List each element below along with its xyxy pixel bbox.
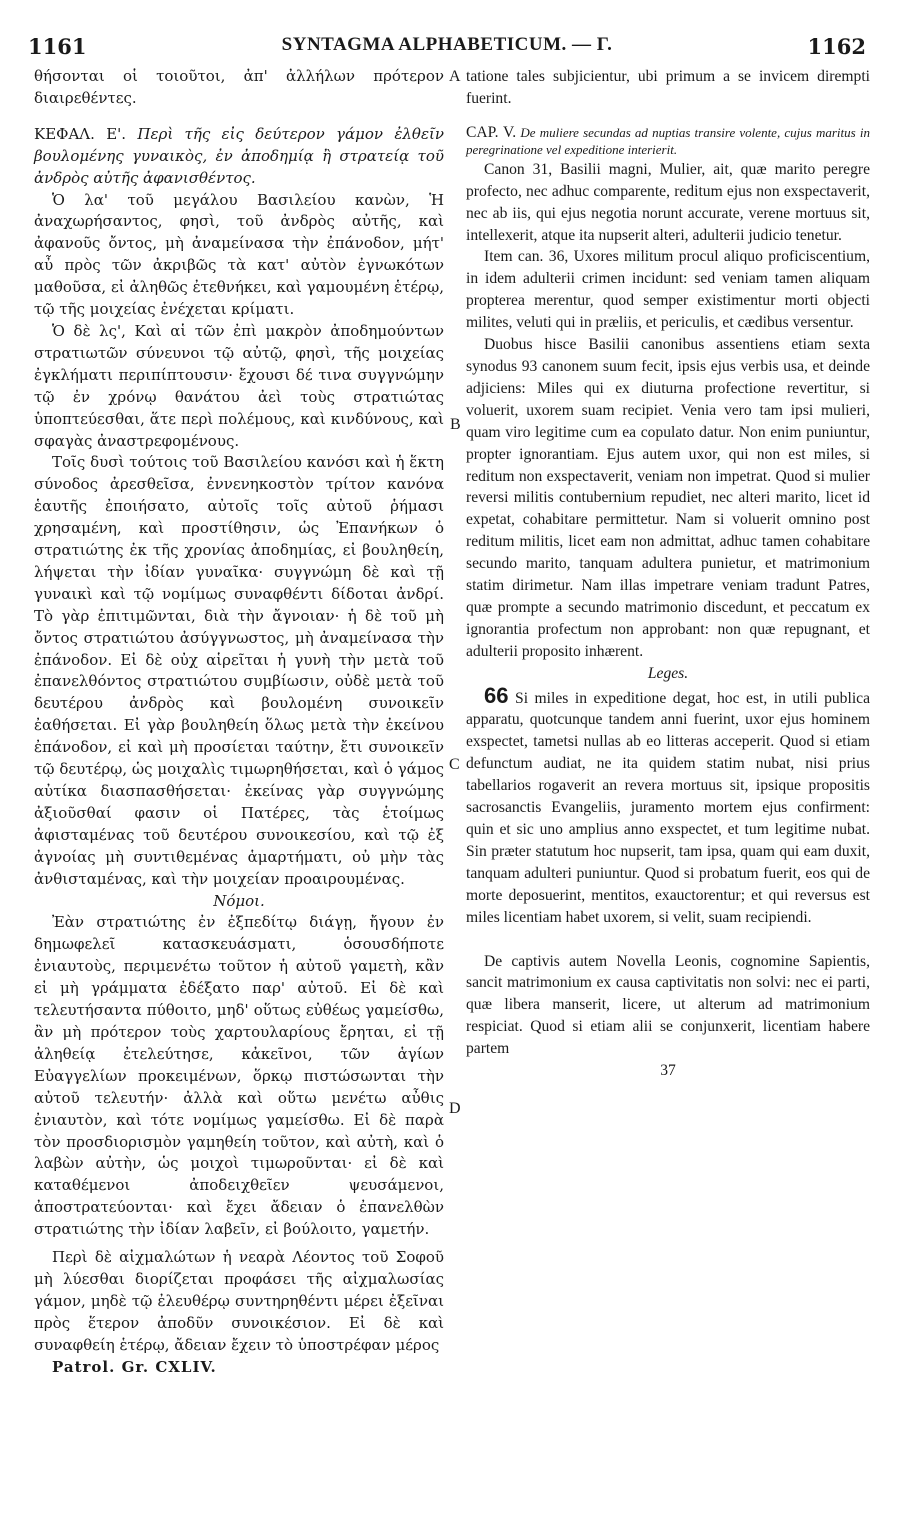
latin-chapter-heading	[466, 124, 870, 159]
greek-continuation: θήσονται οἱ τοιοῦτοι, ἀπ' ἀλλήλων πρότερον διαιρεθέντες.	[34, 67, 444, 107]
latin-paragraph-1: Canon 31, Basilii magni, Mulier, ait, quæ marito peregre profecto, nec adhuc comparente, reditum ejus non exspectaverit, nec ab iis, qui ejus negotia norunt accurate, verene mortuus sit, intellexerit, atque ita nupserit alteri, adulterii judicio tenetur.	[466, 160, 870, 244]
page-header	[28, 34, 866, 64]
signature-mark: Patrol. Gr. CXLIV.	[52, 1357, 217, 1376]
margin-marker-b: B	[450, 416, 461, 433]
latin-column	[466, 66, 870, 1082]
greek-paragraph-4: Ἐὰν στρατιώτης ἐν ἐξπεδίτῳ διάγῃ, ἤγουν ἐν δημωφελεῖ κατασκευάσματι, ὁσουσδήποτε ἐνιαυτοὺς, περιμενέτω τοῦτον ἡ αὐτοῦ γαμετὴ, κἂν εἰ μὴ γράμματα ἐδέξατο παρ' αὐτοῦ. Εἰ δὲ καὶ τελευτήσαντα πύθοιτο, μηδ' οὕτως εὐθέως γαμείσθω, ἂν μὴ πρότερον τοὺς χαρτουλαρίους ἔρηται, εἰ τῇ ἀληθείᾳ ἐτελεύτησε, κἀκεῖνοι, τῶν ἁγίων Εὐαγγελίων προκειμένων, ὅρκῳ πιστώσωνται τὴν αὐτοῦ τελευτήν· ἀλλὰ καὶ οὕτω μενέτω αὖθις ἐνιαυτὸν, καὶ τότε νομίμως γαμείσθω. Εἰ δὲ παρὰ τὸν προσδιορισμὸν γαμηθείη τοῦτον, καὶ αὐτὴ, καὶ ὁ λαβὼν αὐτὴν, ὡς μοιχοὶ τιμωροῦνται· εἰ δὲ καὶ καταθέμενοι ἀποδειχθεῖεν ψευσάμενοι, ἀποστρατεύονται· καὶ ἔχει ἄδειαν ὁ ἐπανελθὼν στρατιώτης τὴν ἰδίαν λαβεῖν, εἰ βούλοιτο, γαμετήν.	[34, 913, 444, 1239]
latin-continuation: tatione tales subjicientur, ubi primum a se invicem dirempti fuerint.	[466, 68, 870, 107]
running-title: SYNTAGMA ALPHABETICUM. — Γ.	[281, 34, 613, 55]
latin-paragraph-4	[466, 682, 870, 929]
margin-marker-a: A	[449, 68, 461, 85]
latin-paragraph-4-text: Si miles in expeditione degat, hoc est, in utili publica apparatu, quotcunque tandem anni fuerint, uxor ejus hominem exspectet, tametsi nullas ab eo litteras acceperit. Quod si etiam defunctum audiat, ne ita quidem statim nubat, nisi prius tabellarios rogaverit an revera mortuus sit, ipsique propositis sacrosanctis Evangeliis, juramento mortem ejus confirment: quin et sic uno amplius anno exspectet, et tum legitime nubat. Sin præter statutum hoc nupserit, tam ipsa, quam qui eam duxit, tanquam adulteri puniuntur. Quod si probatum fuerit, eos qui de morte deposuerint, mentitos, exauctorentur; et qui reversus est miles licentiam habet uxorem, si velit, suam recipiendi.	[466, 689, 870, 926]
greek-paragraph-1: Ὁ λα' τοῦ μεγάλου Βασιλείου κανὼν, Ἡ ἀναχωρήσαντος, φησὶ, τοῦ ἀνδρὸς αὐτῆς, καὶ ἀφανοῦς ὄντος, μὴ ἀναμείνασα τὴν ἐπάνοδον, μήτ' αὖ πρὸς τῶν ἀκριβῶς τὰ κατ' αὐτὸν ἐγνωκότων μαθοῦσα, εἰ ἀληθῶς ἐτεθνήκει, καὶ γαμουμένη ἑτέρῳ, τῷ τῆς μοιχείας ἐνέχεται κρίματι.	[34, 190, 444, 319]
column-number-66: 66	[484, 682, 509, 708]
greek-chapter-number: ΚΕΦΑΛ. Ε'.	[34, 124, 127, 143]
page-number-left: 1161	[28, 34, 87, 59]
latin-chapter-title: De muliere secundas ad nuptias transire volente, cujus maritus in peregrinatione vel expeditione interierit.	[466, 124, 870, 158]
greek-paragraph-3: Τοῖς δυσὶ τούτοις τοῦ Βασιλείου κανόσι καὶ ἡ ἕκτη σύνοδος ἀρεσθεῖσα, ἐννενηκοστὸν τρίτον κανόνα ἑαυτῆς ἐποιήσατο, αὐτοῖς τοῖς αὐτοῦ ῥήμασι χρησαμένη, καὶ προστίθησιν, ὡς Ἐπανήκων ὁ στρατιώτης ἐκ τῆς χρονίας ἀποδημίας, εἰ βουληθείη, λήψεται τὴν ἰδίαν γυναῖκα· συγγνώμη δὲ καὶ τῇ γυναικὶ καὶ τῷ νομίμως συναφθέντι δίδοται ἀνδρί. Τὸ γὰρ ἐπιτιμῶνται, διὰ τὴν ἄγνοιαν· ἡ δὲ τοῦ μὴ ὄντος στρατιώτου ἀσύγγνωστος, μὴ ἀναμείνασα τὴν ἐπάνοδον. Εἰ δὲ οὐχ αἱρεῖται ἡ γυνὴ τὴν μετὰ τοῦ ἐπανελθόντος στρατιώτου συμβίωσιν, οὐδὲ μετὰ τοῦ δευτέρου ἀνδρὸς καὶ βουλομένη συνοικεῖν ἐαθήσεται. Εἰ γὰρ βουληθείη ὅλως μετὰ τὴν ἐκείνου ἐπάνοδον, εἰ καὶ μὴ προσίεται ταύτην, ἔτι συνοικεῖν τῷ δευτέρῳ, ὡς μοιχαλὶς τιμωρηθήσεται, καὶ ὁ γάμος αὐτίκα διασπασθήσεται· ἐκείνας γὰρ συγγνώμης ἀξιοῦσθαί φασιν οἱ Πατέρες, τὰς ἑτοίμως ἀφισταμένας τοῦ δευτέρου συνοικεσίου, καὶ τῷ ἐξ ἀγνοίας μὴ συντιθεμένας ἁμαρτήματι, οὐ μὴν τὰς ἀνθισταμένας, καὶ τὴν μοιχείαν προαιρουμένας.	[34, 453, 444, 888]
sheet-number: 37	[660, 1062, 676, 1080]
latin-paragraph-2: Item can. 36, Uxores militum procul aliquo proficiscentium, in idem adulterii crimen incidunt: sed veniam tamen aliquam propterea merentur, quod semper existimentur morti objecti milites, veluti qui in præliis, et periculis, et cædibus versentur.	[466, 248, 870, 332]
margin-marker-c: C	[449, 756, 460, 773]
latin-chapter-number: CAP. V.	[466, 123, 517, 141]
margin-marker-d: D	[449, 1100, 461, 1117]
page-number-right: 1162	[807, 34, 866, 59]
greek-laws-heading: Νόμοι.	[213, 891, 265, 910]
latin-paragraph-3: Duobus hisce Basilii canonibus assentiens etiam sexta synodus 93 canonem suum fecit, ipsis ejus verbis usa, et deinde adjiciens: Miles qui ex diuturna profectione revertitur, si voluerit, uxorem suam recipiet. Venia vero tam ipsi mulieri, quam viro legitime cum ea copulato datur. Non enim puniuntur, propter ignorantiam. Ejus autem uxor, qui non est miles, si reditum non exspectaverit, veniam non impetrat. Quod si mulier reversi militis contubernium repudiet, nec alteri marito, licet id expetat, cohabitare permittetur. Nam si voluerit omnino post reditum militis, licet eam non admittat, adhuc tamen cohabitare secundo marito, tanquam adultera punietur, et matrimonium statim dirimetur. Nam illas impetrare veniam tradunt Patres, quæ prompte a secundo matrimonio discedunt, et peccatum ex ignorantia profectum non approbant: non quæ repugnant, et adulterii proposito inhærent.	[466, 336, 870, 660]
greek-column	[34, 66, 444, 1378]
latin-laws-heading: Leges.	[647, 664, 689, 682]
greek-paragraph-5: Περὶ δὲ αἰχμαλώτων ἡ νεαρὰ Λέοντος τοῦ Σοφοῦ μὴ λύεσθαι διορίζεται προφάσει τῆς αἰχμαλωσίας γάμον, μηδὲ τῷ ἐλευθέρῳ συντηρηθέντι μέρει ἐξεῖναι πρὸς ἕτερον ἀποδῦν συνοικέσιον. Εἰ δὲ καὶ συναφθείη ἑτέρῳ, ἄδειαν ἔχειν τὸ ὑποστρέφαν μέρος	[34, 1248, 444, 1354]
greek-paragraph-2: Ὁ δὲ λς', Καὶ αἱ τῶν ἐπὶ μακρὸν ἀποδημούντων στρατιωτῶν σύνευνοι τῷ αὐτῷ, φησὶ, τῆς μοιχείας ἐγκλήματι περιπίπτουσιν· ἔχουσι δέ τινα συγγνώμην τῷ ἐν χρόνῳ θανάτου ἀεὶ τοὺς στρατιώτας ὑποπτεύεσθαι, ἅτε περὶ πολέμους, καὶ κινδύνους, καὶ σφαγὰς ἀναστρεφομένους.	[34, 321, 444, 450]
greek-chapter-heading	[34, 124, 444, 190]
latin-paragraph-5: De captivis autem Novella Leonis, cognomine Sapientis, sancit matrimonium ex causa captivitatis non solvi: nec ei parti, quæ libera manserit, licere, ut alterum ad matrimonium respiciat. Quod si etiam alii se conjunxerit, licentiam habere partem	[466, 952, 870, 1058]
greek-chapter-title: Περὶ τῆς εἰς δεύτερον γάμον ἐλθεῖν βουλομένης γυναικὸς, ἐν ἀποδημίᾳ ἢ στρατείᾳ τοῦ ἀνδρὸς αὐτῆς ἀφανισθέντος.	[34, 124, 444, 187]
